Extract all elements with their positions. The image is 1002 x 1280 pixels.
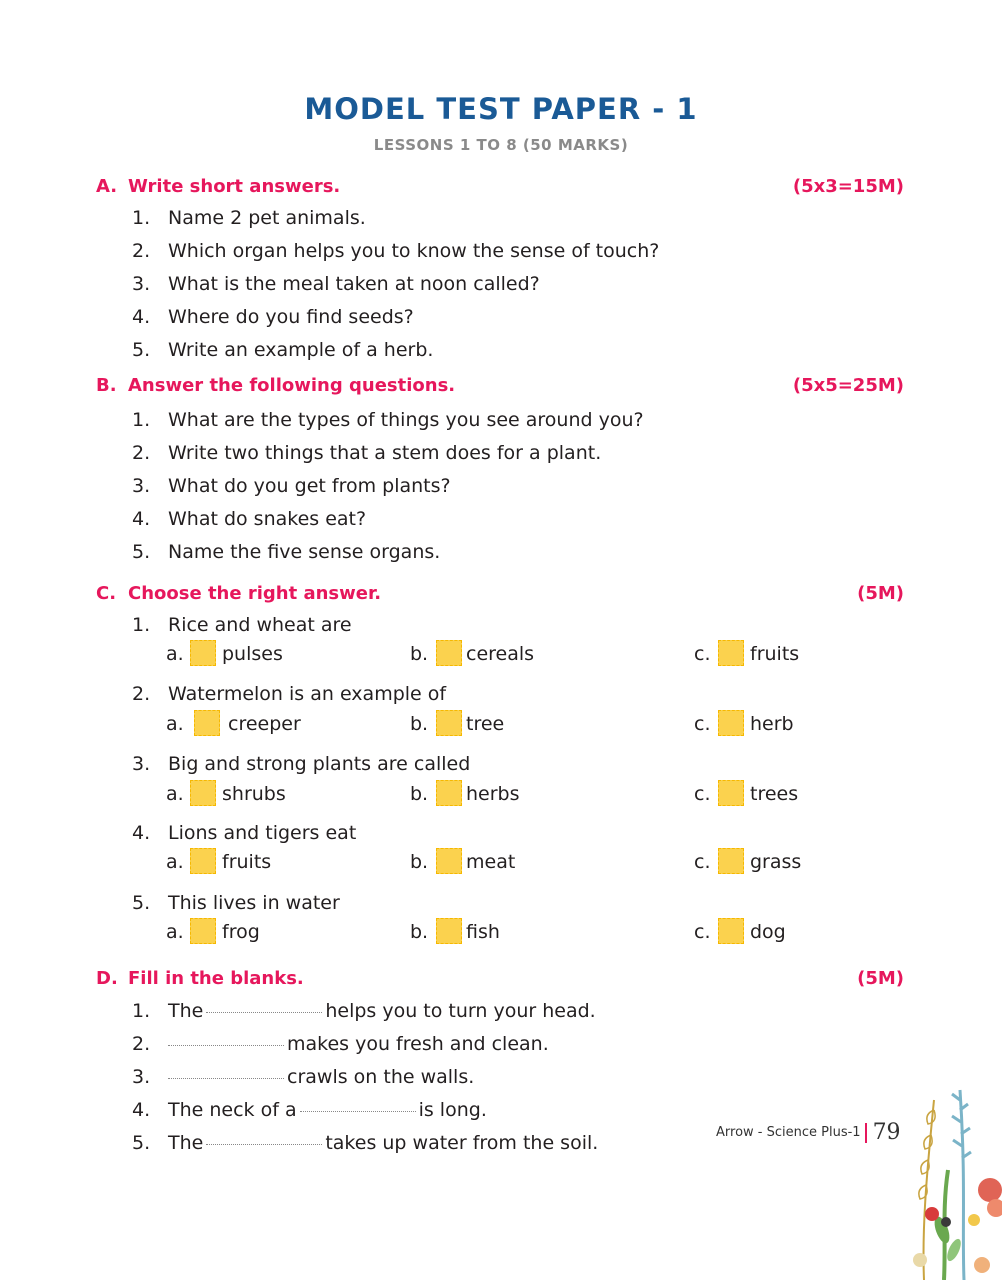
question-number: 5. [132,541,151,563]
blank-field[interactable] [168,1045,284,1046]
question-number: 5. [132,339,151,361]
blank-field[interactable] [206,1012,322,1013]
question-number: 2. [132,1033,151,1055]
question-number: 5. [132,892,151,914]
question-item [132,507,366,531]
question-item: 2. makes you fresh and clean. [132,1033,549,1055]
answer-checkbox[interactable] [436,710,462,736]
page-subtitle: LESSONS 1 TO 8 (50 MARKS) [373,136,629,154]
question-text: Rice and wheat are [168,614,352,636]
question-number: 1. [132,1000,151,1022]
question-item [132,474,451,498]
option-c[interactable]: c. trees [694,783,799,805]
answer-checkbox[interactable] [436,848,462,874]
section-title: Fill in the blanks. [128,968,304,989]
section-letter: C. [96,583,117,604]
blank-field[interactable] [206,1144,322,1145]
option-a[interactable]: a. shrubs [166,783,286,805]
answer-checkbox[interactable] [436,918,462,944]
question-number: 4. [132,508,151,530]
option-c[interactable]: c. herb [694,713,794,735]
section-marks: (5x3=15M) [792,176,904,197]
section-marks: (5x5=25M) [792,375,904,396]
answer-checkbox[interactable] [190,918,216,944]
option-b[interactable]: b. cereals [410,643,535,665]
question-number: 3. [132,273,151,295]
question-number: 3. [132,753,151,775]
question-item: 1. The helps you to turn your head. [132,1000,596,1022]
blank-field[interactable] [300,1111,416,1112]
question-item [132,272,540,296]
answer-checkbox[interactable] [718,710,744,736]
section-letter: B. [96,375,117,396]
question-item: 3. crawls on the walls. [132,1066,475,1088]
question-number: 2. [132,442,151,464]
answer-checkbox[interactable] [436,780,462,806]
question-number: 4. [132,1099,151,1121]
question-item [132,891,340,915]
option-c[interactable]: c. dog [694,921,786,943]
question-number: 2. [132,683,151,705]
option-a[interactable]: a. fruits [166,851,272,873]
question-item [132,752,470,776]
question-number: 1. [132,409,151,431]
option-b[interactable]: b. fish [410,921,500,943]
section-title: Write short answers. [128,176,341,197]
question-text: Which organ helps you to know the sense of touch? [168,240,660,262]
answer-checkbox[interactable] [190,848,216,874]
question-text: What are the types of things you see around you? [168,409,644,431]
option-a[interactable]: a. pulses [166,643,283,665]
question-text: What do snakes eat? [168,508,367,530]
answer-checkbox[interactable] [436,640,462,666]
answer-checkbox[interactable] [194,710,220,736]
section-title: Choose the right answer. [128,583,382,604]
answer-checkbox[interactable] [718,640,744,666]
option-a[interactable]: a. frog [166,921,260,943]
question-number: 2. [132,240,151,262]
question-item [132,613,352,637]
question-text: Where do you find seeds? [168,306,414,328]
option-b[interactable]: b. meat [410,851,516,873]
question-text: This lives in water [168,892,340,914]
question-item [132,305,414,329]
question-item [132,239,659,263]
option-c[interactable]: c. grass [694,851,802,873]
answer-checkbox[interactable] [718,848,744,874]
question-text: What is the meal taken at noon called? [168,273,540,295]
question-number: 4. [132,306,151,328]
section-marks: (5M) [857,968,904,989]
section-c-heading [96,583,904,609]
question-text: Watermelon is an example of [168,683,447,705]
section-a-heading [96,176,904,202]
question-text: What do you get from plants? [168,475,451,497]
question-number: 3. [132,475,151,497]
section-marks: (5M) [857,583,904,604]
section-d-heading [96,968,904,994]
section-letter: D. [96,968,118,989]
answer-checkbox[interactable] [718,918,744,944]
section-letter: A. [96,176,118,197]
question-text: Name 2 pet animals. [168,207,366,229]
question-text: Big and strong plants are called [168,753,471,775]
blank-field[interactable] [168,1078,284,1079]
page-number: 79 [872,1120,901,1145]
question-text: Write an example of a herb. [168,339,434,361]
book-title: Arrow - Science Plus-1 [716,1125,861,1140]
floral-decoration-icon [904,1080,1002,1280]
question-item [132,682,446,706]
question-item [132,338,433,362]
section-title: Answer the following questions. [128,375,456,396]
page-title: MODEL TEST PAPER - 1 [304,92,698,126]
question-item [132,821,356,845]
option-b[interactable]: b. tree [410,713,505,735]
question-item [132,408,644,432]
option-c[interactable]: c. fruits [694,643,800,665]
question-item: 4. The neck of a is long. [132,1099,487,1121]
option-b[interactable]: b. herbs [410,783,520,805]
answer-checkbox[interactable] [190,640,216,666]
question-number: 1. [132,207,151,229]
question-item [132,540,440,564]
section-b-heading [96,375,904,401]
option-a[interactable]: a. creeper [166,713,301,735]
page-footer [716,1120,901,1145]
question-text: Name the five sense organs. [168,541,441,563]
question-text: Write two things that a stem does for a plant. [168,442,602,464]
question-number: 4. [132,822,151,844]
answer-checkbox[interactable] [190,780,216,806]
question-number: 3. [132,1066,151,1088]
footer-divider [865,1123,867,1143]
question-number: 5. [132,1132,151,1154]
question-number: 1. [132,614,151,636]
question-text: Lions and tigers eat [168,822,357,844]
question-item: 5. The takes up water from the soil. [132,1132,599,1154]
answer-checkbox[interactable] [718,780,744,806]
question-item [132,441,601,465]
question-item [132,206,366,230]
